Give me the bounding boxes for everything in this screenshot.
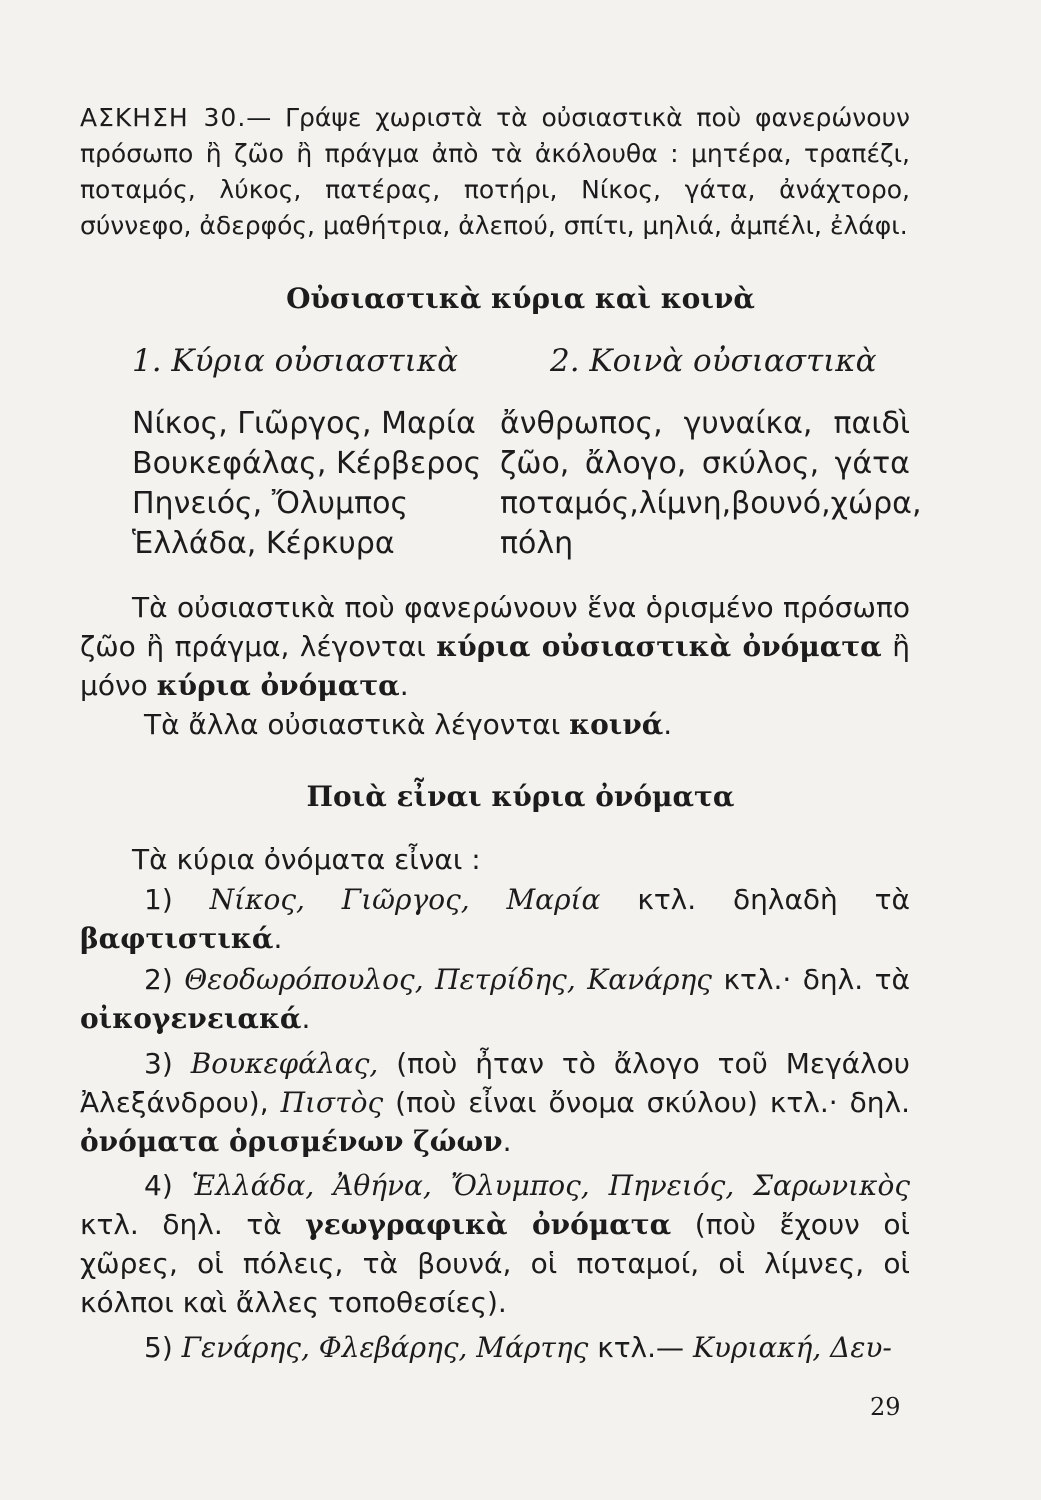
- list-text: κτλ.· δηλ. τὰ: [711, 963, 911, 996]
- definition-text: Τὰ οὐσιαστικὰ ποὺ φανερώνουν ἕνα ὁρισμένο πρόσωπο ζῶο ἢ πράγμα, λέγονται: [80, 591, 910, 663]
- section-title-proper-common: Οὐσιαστικὰ κύρια καὶ κοινὰ: [286, 282, 755, 315]
- common-noun: ποταμός,: [500, 486, 639, 521]
- list-item-1: [80, 880, 910, 958]
- common-definition: [80, 705, 910, 744]
- common-noun: ἄλογο,: [584, 446, 687, 481]
- list-item-5: [80, 1328, 910, 1367]
- list-text: κτλ. δηλ. τὰ: [80, 1208, 306, 1241]
- list-number: 5): [144, 1331, 173, 1364]
- category-term: βαφτιστικά: [80, 922, 274, 955]
- common-noun: παιδὶ: [833, 406, 910, 441]
- list-text: .: [502, 1125, 512, 1158]
- proper-nouns-row-2: Βουκεφάλας, Κέρβερος: [132, 446, 482, 481]
- common-noun: λίμνη,: [638, 486, 732, 521]
- definition-text: .: [663, 708, 673, 741]
- list-item-3: [80, 1044, 910, 1161]
- list-item-4: [80, 1166, 910, 1322]
- list-text: κτλ.—: [588, 1331, 693, 1364]
- definition-term-proper-nouns: κύρια οὐσιαστικὰ ὀνόματα: [436, 630, 882, 663]
- common-nouns-row-3: [500, 484, 922, 524]
- list-text: (ποὺ ἔχουν οἱ χῶρες, οἱ πόλεις, τὰ βουνά, οἱ ποταμοί, οἱ λίμνες, οἱ κόλποι καὶ ἄλλες τοποθεσίες).: [80, 1208, 910, 1319]
- common-nouns-row-4: [500, 524, 573, 564]
- example-names: Γενάρης, Φλεβάρης, Μάρτης: [181, 1331, 589, 1364]
- proper-nouns-row-4: Ἑλλάδα, Κέρκυρα: [132, 526, 395, 561]
- common-noun: σκύλος,: [701, 446, 820, 481]
- definition-term-proper-names: κύρια ὀνόματα: [156, 669, 400, 702]
- common-nouns-row-2: [500, 444, 910, 484]
- list-text: .: [273, 922, 283, 955]
- example-names: Βουκεφάλας,: [190, 1047, 379, 1080]
- common-nouns-row-1: [500, 404, 910, 444]
- definition-text: Τὰ ἄλλα οὐσιαστικὰ λέγονται: [144, 708, 570, 741]
- example-names: Θεοδωρόπουλος, Πετρίδης, Κανάρης: [184, 963, 712, 996]
- example-names: Νίκος, Γιῶργος, Μαρία: [209, 883, 601, 916]
- common-noun: ἄνθρωπος,: [500, 406, 663, 441]
- common-noun: πόλη: [500, 526, 574, 561]
- category-term: οἰκογενειακά: [80, 1002, 302, 1035]
- list-text: (ποὺ ἦταν τὸ ἄλογο τοῦ Μεγάλου Ἀλεξάνδρου),: [80, 1047, 911, 1119]
- proper-nouns-row-1: Νίκος, Γιῶργος, Μαρία: [132, 406, 476, 441]
- list-text: .: [301, 1002, 311, 1035]
- common-noun: ζῶο,: [500, 446, 570, 481]
- list-text: κτλ. δηλαδὴ τὰ: [600, 883, 910, 916]
- column-head-common: 2. Κοινὰ οὐσιαστικὰ: [550, 343, 877, 379]
- list-number: 2): [144, 963, 173, 996]
- exercise-30: [80, 100, 910, 244]
- proper-nouns-row-3: Πηνειός, Ὄλυμπος: [132, 486, 409, 521]
- list-text: (ποὺ εἶναι ὄνομα σκύλου) κτλ.· δηλ.: [383, 1086, 911, 1119]
- definition-paragraph: [80, 588, 910, 705]
- definition-term-common: κοινά: [569, 708, 664, 741]
- list-intro: Τὰ κύρια ὀνόματα εἶναι :: [132, 843, 481, 876]
- example-names: Κυριακή, Δευ-: [692, 1331, 892, 1364]
- list-number: 3): [144, 1047, 173, 1080]
- section-title-which-proper: Ποιὰ εἶναι κύρια ὀνόματα: [306, 780, 735, 813]
- common-noun: χώρα,: [830, 486, 922, 521]
- definition-text: .: [399, 669, 409, 702]
- column-head-proper: 1. Κύρια οὐσιαστικὰ: [132, 343, 459, 379]
- list-number: 1): [144, 883, 173, 916]
- page-number: 29: [870, 1393, 901, 1421]
- common-noun: γάτα: [834, 446, 910, 481]
- definition-text: ἢ μόνο: [80, 630, 910, 702]
- category-term: ὀνόματα ὁρισμένων ζώων: [80, 1125, 503, 1158]
- example-names: Πιστὸς: [280, 1086, 384, 1119]
- exercise-text: — Γράψε χωριστὰ τὰ οὐσιαστικὰ ποὺ φανερώνουν πρόσωπο ἢ ζῶο ἢ πράγμα ἀπὸ τὰ ἀκόλουθα : μητέρα, τραπέζι, ποταμός, λύκος, πατέρας, ποτήρι, Νίκος, γάτα, ἀνάχτορο, σύννεφο, ἀδερφός, μαθήτρια, ἀλεπού, σπίτι, μηλιά, ἀμπέλι, ἐλάφι.: [80, 103, 911, 240]
- list-number: 4): [144, 1169, 173, 1202]
- list-item-2: [80, 960, 910, 1038]
- category-term: γεωγραφικὰ ὀνόματα: [305, 1208, 672, 1241]
- common-noun: βουνό,: [731, 486, 831, 521]
- exercise-label: ΑΣΚΗΣΗ 30.: [80, 103, 247, 132]
- common-noun: γυναίκα,: [683, 406, 813, 441]
- example-names: Ἑλλάδα, Ἀθήνα, Ὄλυμπος, Πηνειός, Σαρωνικὸς: [191, 1169, 910, 1202]
